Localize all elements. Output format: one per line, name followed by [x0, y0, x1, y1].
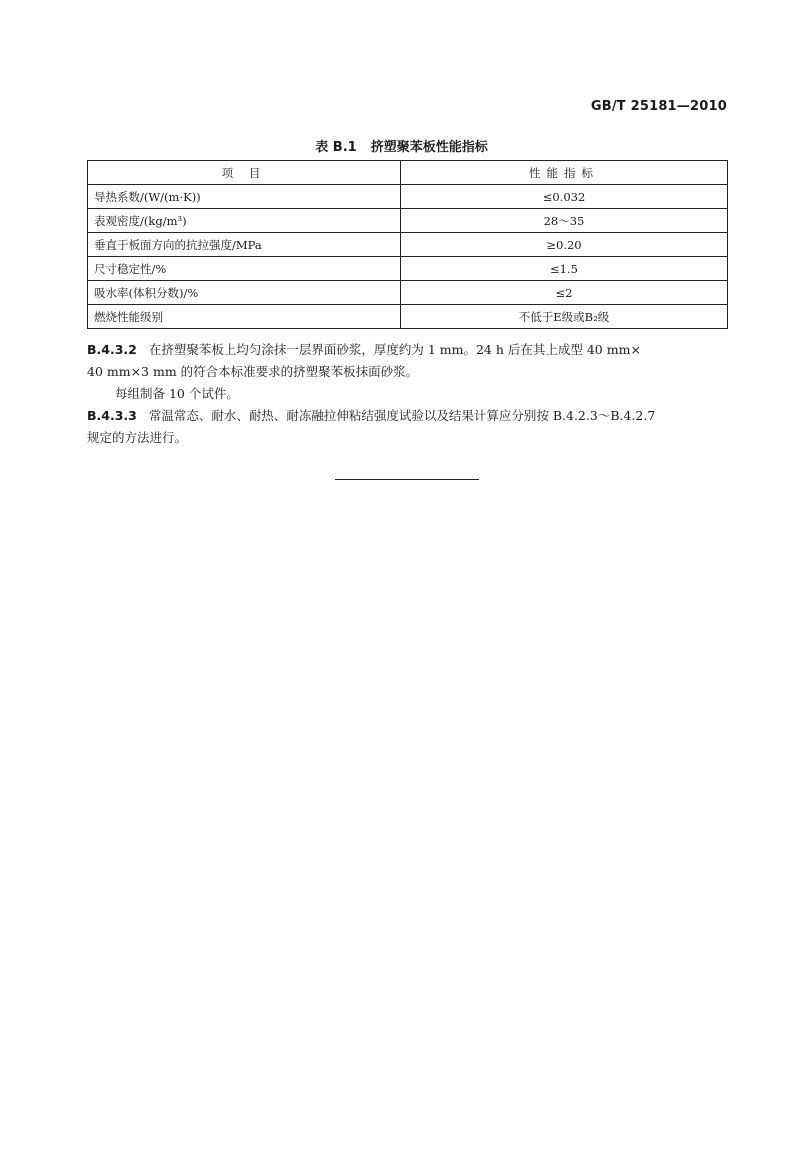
table-caption-title: 挤塑聚苯板性能指标 [370, 140, 488, 155]
clause-text: 常温常态、耐水、耐热、耐冻融拉伸粘结强度试验以及结果计算应分别按 B.4.2.3～B.4.2.7 [148, 408, 656, 423]
performance-table [87, 160, 728, 329]
row-value: 28～35 [401, 209, 728, 233]
clause-b432-line2: 40 mm×3 mm 的符合本标准要求的挤塑聚苯板抹面砂浆。 [87, 364, 419, 379]
table-row [88, 185, 728, 209]
clause-number: B.4.3.2 [87, 342, 137, 357]
row-item: 垂直于板面方向的抗拉强度/MPa [88, 233, 401, 257]
table-caption-id: 表 B.1 [315, 140, 357, 155]
table-row [88, 281, 728, 305]
row-value: ≤2 [401, 281, 728, 305]
row-item: 导热系数/(W/(m·K)) [88, 185, 401, 209]
column-header-item: 项 目 [88, 161, 401, 185]
table-row [88, 305, 728, 329]
row-item: 吸水率(体积分数)/% [88, 281, 401, 305]
clause-b433-line2: 规定的方法进行。 [87, 430, 188, 445]
clause-b432-line1 [87, 339, 729, 361]
table-header-row [88, 161, 728, 185]
end-of-section-rule [335, 479, 479, 480]
clause-b432 [87, 339, 729, 405]
row-value: ≥0.20 [401, 233, 728, 257]
table-caption [0, 136, 803, 155]
table-row [88, 257, 728, 281]
row-item: 燃烧性能级别 [88, 305, 401, 329]
table-row [88, 209, 728, 233]
column-header-value: 性能指标 [401, 161, 728, 185]
row-value: ≤1.5 [401, 257, 728, 281]
clause-text: 在挤塑聚苯板上均匀涂抹一层界面砂浆，厚度约为 1 mm。24 h 后在其上成型 40 mm× [148, 342, 641, 357]
row-item: 表观密度/(kg/m³) [88, 209, 401, 233]
clause-b433-line1 [87, 405, 729, 427]
row-value: ≤0.032 [401, 185, 728, 209]
clause-b432-line3: 每组制备 10 个试件。 [115, 386, 239, 401]
row-item: 尺寸稳定性/% [88, 257, 401, 281]
table-row [88, 233, 728, 257]
clause-number: B.4.3.3 [87, 408, 137, 423]
clause-b433 [87, 405, 729, 449]
row-value: 不低于E级或B₂级 [401, 305, 728, 329]
standard-code: GB/T 25181—2010 [590, 99, 727, 114]
